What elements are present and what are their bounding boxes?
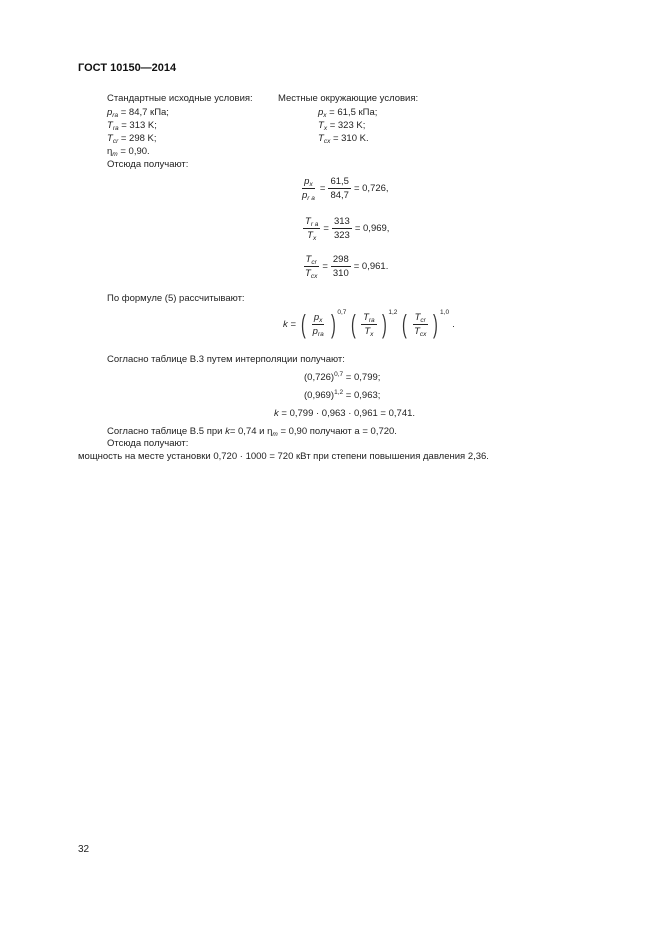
page-number: 32 [78,844,90,855]
interp-result: = 0,799; [343,372,381,383]
symbol-p: p [312,325,318,337]
fraction-numeric [332,216,352,241]
local-temperature-value: = 323 K; [327,120,366,131]
subscript-r-a: r a [310,221,319,228]
subscript-cr: cr [112,138,119,145]
subscript-ra: ra [368,316,375,324]
exponent-2: 1,2 [388,309,398,316]
interp-line-1 [304,372,380,384]
local-conditions-heading: Местные окружающие условия: [278,93,419,104]
subscript-x: x [312,235,317,242]
fraction-temperature [361,312,377,337]
left-paren: ( [402,309,408,339]
subscript-r-a: r a [307,195,315,202]
subscript-cr: cr [420,316,426,324]
table-b3-text: Согласно таблице В.3 путем интерполяции получают: [107,354,345,365]
std-temperature-value: = 313 K; [118,120,157,131]
symbol-T: T [318,120,324,131]
numerator: 61,5 [330,176,349,187]
k-formula [283,311,455,337]
ratio-result: = 0,961. [353,261,389,272]
interp-exponent: 0,7 [334,371,344,378]
symbol-T: T [364,325,371,337]
fraction-cooling [412,312,428,337]
interp-result: = 0,963; [343,390,381,401]
exponent-1: 0,7 [337,309,347,316]
power-result-text: мощность на месте установки 0,720 · 1000 = 720 кВт при степени повышения давления 2,36. [78,451,489,462]
interp-base: (0,969) [304,390,335,401]
interp-result: = 0,799 · 0,963 · 0,961 = 0,741. [278,408,416,419]
symbol-T: T [305,268,311,279]
subscript-m: m [272,431,278,438]
table-b5-text [107,426,397,438]
std-cooling-temp-value: = 298 K; [118,133,157,144]
subscript-x: x [323,125,328,132]
equals-sign: = [319,183,326,194]
denominator: 323 [333,230,350,241]
local-pressure-line [318,107,377,119]
symbol-T: T [414,311,421,323]
interp-base: (0,726) [304,372,335,383]
subscript-m: m [112,151,118,158]
symbol-T: T [307,230,313,241]
std-efficiency-line [107,146,150,158]
std-pressure-value: = 84,7 кПа; [118,107,169,118]
denominator: 310 [332,268,349,279]
interp-line-2 [304,390,380,402]
symbol-T: T [318,133,324,144]
document-header: ГОСТ 10150—2014 [78,62,177,74]
subscript-ra: ra [317,330,324,338]
symbol-T: T [363,311,369,323]
ratio-cooling-temperature [303,254,388,279]
symbol-p: p [318,107,324,118]
subscript-cr: cr [311,259,317,266]
left-paren: ( [351,309,357,339]
by-formula-text: По формуле (5) рассчитывают: [107,293,245,304]
symbol-p: p [107,107,113,118]
symbol-T: T [414,325,420,337]
formula-lhs: k = [283,318,296,330]
symbol-T: T [305,254,312,265]
symbol-p: p [302,190,308,201]
subscript-cx: cx [419,330,427,338]
local-temperature-line [318,120,365,132]
std-cooling-temp-line [107,133,157,145]
symbol-k: k [225,426,230,437]
ratio-pressure [300,176,389,201]
ratio-result: = 0,726, [353,183,389,194]
symbol-p: p [304,176,310,187]
fraction-numeric [328,176,351,201]
std-pressure-line [107,107,169,119]
ratio-result: = 0,969, [354,223,390,234]
right-paren: ) [381,309,387,339]
symbol-T: T [107,133,113,144]
hence-obtained-2: Отсюда получают: [107,438,189,449]
std-temperature-line [107,120,157,132]
subscript-cx: cx [310,273,318,280]
local-pressure-value: = 61,5 кПа; [326,107,378,118]
right-paren: ) [330,309,336,339]
symbol-k: k [274,408,279,419]
subscript-ra: ra [112,125,119,132]
right-paren: ) [433,309,439,339]
formula-end: . [452,318,455,330]
subscript-ra: ra [112,112,119,119]
local-cooling-temp-value: = 310 K. [330,133,369,144]
interp-exponent: 1,2 [334,389,344,396]
symbol-T: T [107,120,113,131]
table-b5-part-b: = 0,74 и [229,426,268,437]
subscript-x: x [309,181,313,188]
equals-sign: = [322,261,328,272]
table-b5-part-a: Согласно таблице В.5 при [107,426,226,437]
subscript-cx: cx [323,138,331,145]
fraction-numeric [331,254,351,279]
fraction-pressure [311,312,326,337]
numerator: 298 [332,254,349,265]
left-paren: ( [300,309,306,339]
numerator: 313 [333,216,350,227]
standard-conditions-heading: Стандартные исходные условия: [107,93,253,104]
equals-sign: = [323,223,329,234]
local-cooling-temp-line [318,133,369,145]
subscript-x: x [319,316,323,324]
subscript-x: x [370,330,374,338]
symbol-T: T [305,216,311,227]
symbol-eta: η [107,146,113,157]
interp-line-3 [274,408,415,420]
symbol-eta: η [267,426,273,437]
exponent-3: 1,0 [440,309,450,316]
table-b5-part-c: = 0,90 получают a = 0,720. [277,426,397,437]
fraction-symbolic [303,254,319,279]
symbol-p: p [313,311,320,323]
hence-obtained-1: Отсюда получают: [107,159,189,170]
std-efficiency-value: = 0,90. [117,146,150,157]
subscript-x: x [323,112,327,119]
ratio-temperature [303,216,389,241]
fraction-symbolic [300,176,317,201]
denominator: 84,7 [330,190,349,201]
fraction-symbolic [303,216,320,241]
